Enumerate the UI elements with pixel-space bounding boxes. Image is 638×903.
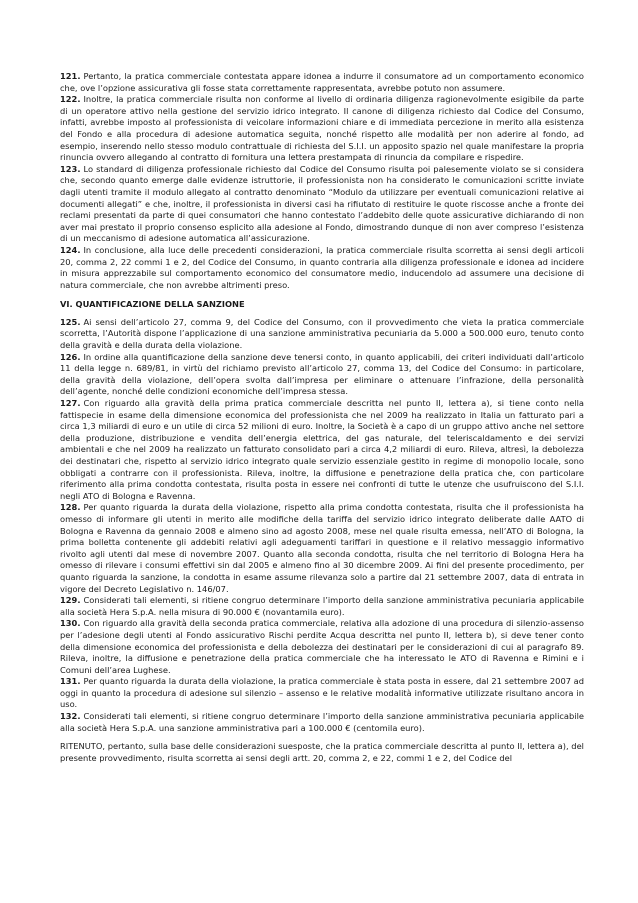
paragraph-number: 122. [60, 94, 81, 105]
paragraph-text: Considerati tali elementi, si ritiene congruo determinare l’importo della sanzione amministrativa pecuniaria applicabile alla società Hera S.p.A. una sanzione amministrativa pari a 100.000 € (centomila euro). [60, 711, 584, 733]
document-page [60, 71, 584, 764]
paragraph-number: 131. [60, 676, 81, 687]
paragraph-text: Lo standard di diligenza professionale richiesto dal Codice del Consumo risulta poi palesemente violato se si considera che, secondo quanto emerge dalle evidenze istruttorie, il professionista non ha considerato le comunicazioni scritte inviate dagli utenti tramite il modulo allegato al contratto denominato “Modulo da utilizzare per eventuali comunicazioni relative ai documenti allegati” e che, inoltre, il professionista in diversi casi ha rifiutato di restituire le quote riscosse anche a fronte dei reclami presentati da parte di quei consumatori che hanno contestato l’addebito delle quote assicurative dichiarando di non aver mai prestato il proprio consenso esplicito alla adesione al Fondo, dimostrando dunque di non aver compreso l’esistenza di un meccanismo di adesione automatica all’assicurazione. [60, 163, 584, 244]
paragraph-number: 130. [60, 618, 81, 629]
paragraph-130 [60, 618, 584, 676]
paragraph-131 [60, 676, 584, 711]
section-heading: VI. QUANTIFICAZIONE DELLA SANZIONE [60, 299, 245, 310]
paragraph-text: Con riguardo alla gravità della prima pratica commerciale descritta nel punto II, lettera a), si tiene conto nella fattispecie in esame della dimensione economica del professionista che nel 2009 ha realizzato in Italia un fatturato pari a circa 1,3 miliardi di euro e un utile di circa 52 milioni di euro. Inoltre, la Società è a capo di un gruppo attivo anche nel settore della produzione, distribuzione e vendita dell’energia elettrica, del gas naturale, del teleriscaldamento e dei servizi ambientali e che nel 2009 ha realizzato un fatturato consolidato pari a circa 4,2 miliardi di euro. Rileva, altresì, la debolezza dei destinatari che, rispetto al servizio idrico integrato quale servizio essenziale gestito in regime di monopolio locale, sono obbligati a contrarre con il professionista. Rileva, inoltre, la diffusione e penetrazione della pratica che, con particolare riferimento alla prima condotta contestata, risulta posta in essere nei confronti di tutte le utenze che usufruiscono del S.I.I. negli ATO di Bologna e Ravenna. [60, 398, 584, 501]
paragraph-128 [60, 502, 584, 595]
paragraph-text: In ordine alla quantificazione della sanzione deve tenersi conto, in quanto applicabili, dei criteri individuati dall’articolo 11 della legge n. 689/81, in virtù del richiamo previsto all’articolo 27, comma 13, del Codice del Consumo: in particolare, della gravità della violazione, dell’opera svolta dall’impresa per eliminare o attenuare l’infrazione, della personalità dell’agente, nonché delle condizioni economiche dell’impresa stessa. [60, 351, 584, 397]
paragraph-132 [60, 711, 584, 734]
final-paragraph: RITENUTO, pertanto, sulla base delle considerazioni suesposte, che la pratica commerciale descritta al punto II, lettera a), del presente provvedimento, risulta scorretta ai sensi degli artt. 20, comma 2, e 22, commi 1 e 2, del Codice del [60, 741, 584, 763]
paragraph-number: 127. [60, 398, 81, 409]
paragraph-text: Considerati tali elementi, si ritiene congruo determinare l’importo della sanzione amministrativa pecuniaria applicabile alla società Hera S.p.A. nella misura di 90.000 € (novantamila euro). [60, 595, 584, 617]
paragraph-123 [60, 164, 584, 245]
paragraph-text: Per quanto riguarda la durata della violazione, rispetto alla prima condotta contestata, risulta che il professionista ha omesso di informare gli utenti in merito alle modifiche della tariffa del servizio idrico integrato deliberate dalle AATO di Bologna e Ravenna da gennaio 2008 e almeno sino ad agosto 2008, mese nel quale risulta emessa, nell’ATO di Bologna, la prima bolletta contenente gli addebiti relativi agli adeguamenti tariffari in questione e il relativo messaggio informativo rivolto agli utenti dal mese di novembre 2007. Quanto alla seconda condotta, risulta che nel territorio di Bologna Hera ha omesso di rilevare i consumi effettivi sin dal 2005 e almeno fino al 30 dicembre 2009. Ai fini del presente procedimento, per quanto riguarda la sanzione, la condotta in esame assume rilevanza solo a partire dal 21 settembre 2007, data di entrata in vigore del Decreto Legislativo n. 146/07. [60, 502, 584, 594]
paragraphs-before [60, 71, 584, 291]
paragraph-text: In conclusione, alla luce delle precedenti considerazioni, la pratica commerciale risulta scorretta ai sensi degli articoli 20, comma 2, 22 commi 1 e 2, del Codice del Consumo, in quanto contraria alla diligenza professionale e idonea ad incidere in misura apprezzabile sul comportamento economico del consumatore medio, inducendolo ad assumere una decisione di natura commerciale, che non avrebbe altrimenti preso. [60, 244, 584, 290]
paragraph-number: 125. [60, 316, 81, 327]
paragraph-text: Con riguardo alla gravità della seconda pratica commerciale, relativa alla adozione di una procedura di silenzio-assenso per l’adesione degli utenti al Fondo assicurativo Rischi perdite Acqua descritta nel punto II, lettera b), si deve tener conto della dimensione economica del professionista e della debolezza dei destinatari per le considerazioni di cui al paragrafo 89. Rileva, inoltre, la diffusione e penetrazione della pratica commerciale che ha interessato le ATO di Ravenna e Rimini e i Comuni dell’area Lughese. [60, 618, 584, 675]
paragraph-number: 126. [60, 351, 81, 362]
paragraph-127 [60, 398, 584, 502]
paragraph-121 [60, 71, 584, 94]
paragraph-number: 129. [60, 595, 81, 606]
paragraph-text: Per quanto riguarda la durata della violazione, la pratica commerciale è stata posta in essere, dal 21 settembre 2007 ad oggi in quanto la procedura di adesione sul silenzio – assenso e le relative modalità informative utilizzate risultano ancora in uso. [60, 676, 584, 710]
paragraph-text: Ai sensi dell’articolo 27, comma 9, del Codice del Consumo, con il provvedimento che vieta la pratica commerciale scorretta, l’Autorità dispone l’applicazione di una sanzione amministrativa pecuniaria da 5.000 a 500.000 euro, tenuto conto della gravità e della durata della violazione. [60, 316, 584, 351]
paragraph-126 [60, 352, 584, 398]
paragraph-number: 124. [60, 244, 81, 255]
paragraph-124 [60, 245, 584, 291]
paragraph-text: Pertanto, la pratica commerciale contestata appare idonea a indurre il consumatore ad un comportamento economico che, ove l’opzione assicurativa gli fosse stata correttamente rappresentata, avrebbe potuto non assumere. [60, 71, 584, 93]
paragraph-number: 123. [60, 163, 81, 174]
paragraph-text: Inoltre, la pratica commerciale risulta non conforme al livello di ordinaria diligenza ragionevolmente esigibile da parte di un operatore attivo nella gestione del servizio idrico integrato. Il canone di diligenza richiesto dal Codice del Consumo, infatti, avrebbe imposto al professionista di veicolare informazioni chiare e di immediata percezione in merito alla esistenza del Fondo e alla procedura di adesione automatica seguita, nonché rispetto alle modalità per non aderire al fondo, ad esempio, inserendo nello stesso modulo contrattuale di richiesta del S.I.I. un apposito spazio nel quale manifestare la propria rinuncia ovvero allegando al contratto di fornitura una lettera prestampata di rinuncia da compilare e rispedire. [60, 94, 584, 163]
paragraph-125 [60, 317, 584, 352]
paragraph-122 [60, 94, 584, 164]
paragraph-129 [60, 595, 584, 618]
paragraph-number: 121. [60, 71, 81, 81]
paragraph-number: 132. [60, 711, 81, 722]
paragraph-number: 128. [60, 502, 81, 513]
paragraphs-after [60, 317, 584, 734]
